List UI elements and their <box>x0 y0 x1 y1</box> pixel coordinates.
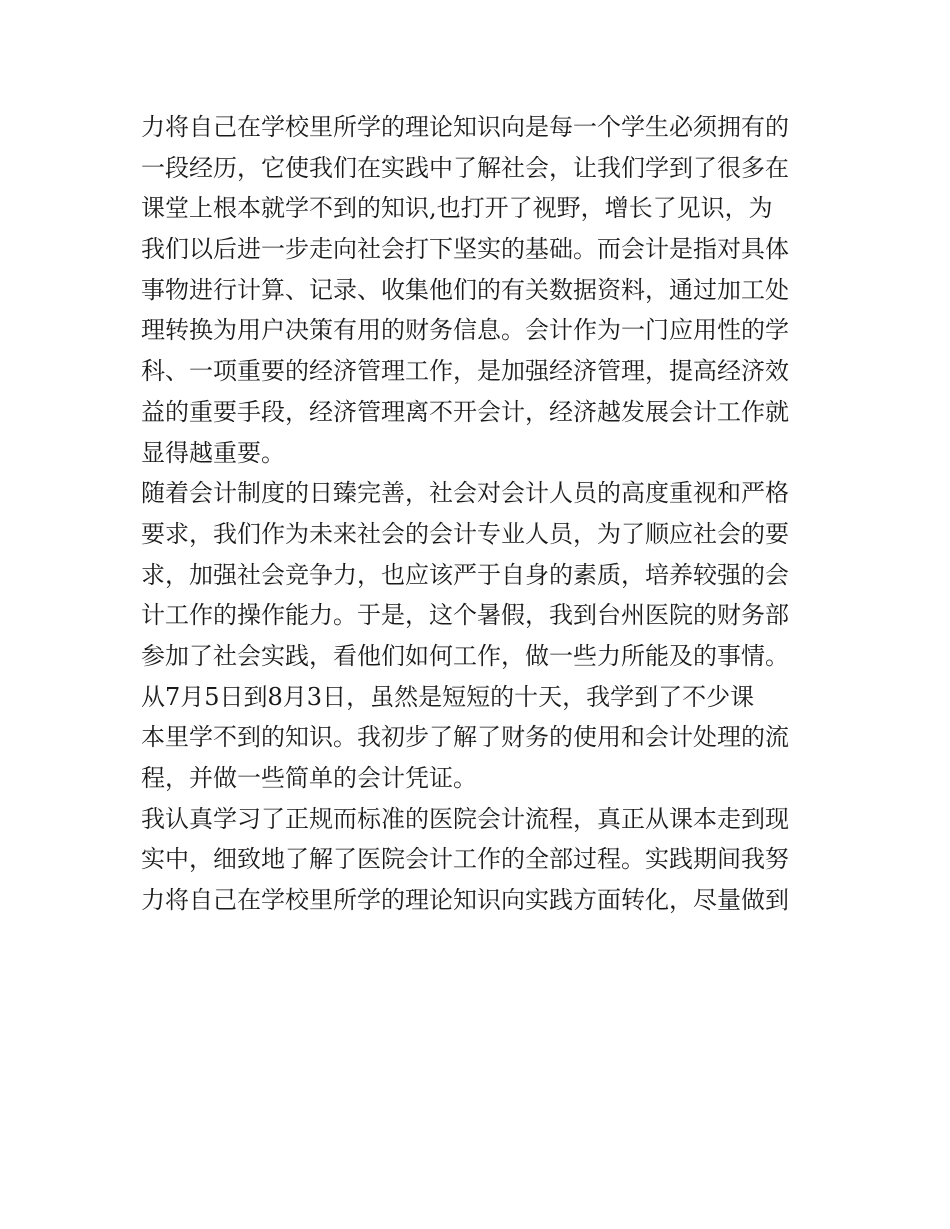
text-line: 显得越重要。 <box>141 438 285 467</box>
text-line: 益的重要手段，经济管理离不开会计，经济越发展会计工作就 <box>141 397 789 426</box>
text-line: 程，并做一些简单的会计凭证。 <box>141 764 477 792</box>
text-line: 我们以后进一步走向社会打下坚实的基础。而会计是指对具体 <box>141 235 789 264</box>
text-line: 本里学不到的知识。我初步了解了财务的使用和会计处理的流 <box>141 723 789 752</box>
text-line: 要求，我们作为未来社会的会计专业人员，为了顺应社会的要 <box>141 519 789 548</box>
text-line: 计工作的操作能力。于是，这个暑假，我到台州医院的财务部 <box>141 601 789 630</box>
text-line: 求，加强社会竞争力，也应该严于自身的素质，培养较强的会 <box>141 560 789 589</box>
body-text <box>141 107 813 921</box>
text-line: 我认真学习了正规而标准的医院会计流程，真正从课本走到现 <box>141 804 789 833</box>
text-line: 科、一项重要的经济管理工作，是加强经济管理，提高经济效 <box>141 357 789 386</box>
text-line: 力将自己在学校里所学的理论知识向是每一个学生必须拥有的 <box>141 113 789 141</box>
text-line: 随着会计制度的日臻完善，社会对会计人员的高度重视和严格 <box>141 479 789 508</box>
text-line: 从7月5日到8月3日，虽然是短短的十天，我学到了不少课 <box>141 682 755 711</box>
text-line: 事物进行计算、记录、收集他们的有关数据资料，通过加工处 <box>141 275 789 304</box>
text-line: 课堂上根本就学不到的知识,也打开了视野，增长了见识，为 <box>141 194 773 223</box>
text-line: 实中，细致地了解了医院会计工作的全部过程。实践期间我努 <box>141 845 789 874</box>
text-line: 参加了社会实践，看他们如何工作，做一些力所能及的事情。 <box>141 641 789 670</box>
text-line: 力将自己在学校里所学的理论知识向实践方面转化，尽量做到 <box>141 886 789 915</box>
text-line: 一段经历，它使我们在实践中了解社会，让我们学到了很多在 <box>141 153 789 182</box>
text-line: 理转换为用户决策有用的财务信息。会计作为一门应用性的学 <box>141 316 789 345</box>
